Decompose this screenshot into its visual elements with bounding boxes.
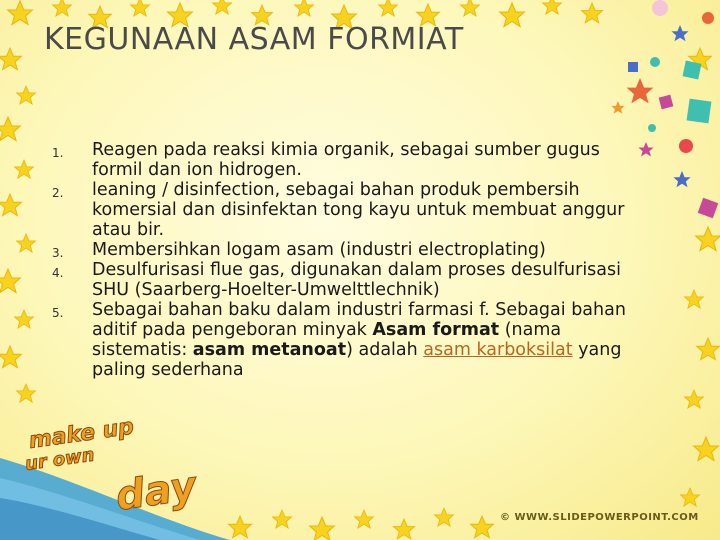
asam-karboksilat-link[interactable]: asam karboksilat (423, 340, 573, 360)
list-item-number: 5. (52, 306, 64, 320)
list-item-text: leaning / disinfection, sebagai bahan produk pembersih komersial dan disinfektan tong kayu untuk membuat anggur atau bir. (92, 180, 625, 240)
list-item-number: 1. (52, 146, 64, 160)
svg-text:ur own: ur own (23, 444, 96, 475)
list-item-number: 3. (52, 246, 64, 260)
list-item (52, 260, 652, 300)
list-item-text-part: ) adalah (346, 340, 424, 360)
usage-list (52, 140, 652, 380)
slide-title: KEGUNAAN ASAM FORMIAT (44, 22, 464, 57)
list-item (52, 140, 652, 180)
list-item (52, 180, 652, 240)
watermark: © WWW.SLIDEPOWERPOINT.COM (500, 512, 699, 523)
list-item-text-part: (nama sistematis: (92, 320, 562, 360)
list-item (52, 240, 652, 260)
bold-term-asam-format: Asam format (372, 320, 500, 340)
make-up-your-own-day-graphic (22, 418, 212, 536)
list-item-text: Reagen pada reaksi kimia organik, sebagai sumber gugus formil dan ion hidrogen. (92, 140, 600, 180)
list-item-text-part: yang paling sederhana (92, 340, 622, 380)
list-item (52, 300, 652, 380)
list-item-number: 2. (52, 186, 64, 200)
bold-term-asam-metanoat: asam metanoat (192, 340, 347, 360)
svg-text:make up: make up (27, 418, 136, 454)
list-item-number: 4. (52, 266, 64, 280)
list-item-text-part: Sebagai bahan baku dalam industri farmasi f. Sebagai bahan aditif pada pengeboran minyak (92, 300, 626, 340)
list-item-text: Membersihkan logam asam (industri electroplating) (92, 240, 546, 260)
svg-text:day: day (112, 463, 200, 520)
list-item-text: Desulfurisasi flue gas, digunakan dalam proses desulfurisasi SHU (Saarberg-Hoelter-Umwelttlechnik) (92, 260, 622, 300)
